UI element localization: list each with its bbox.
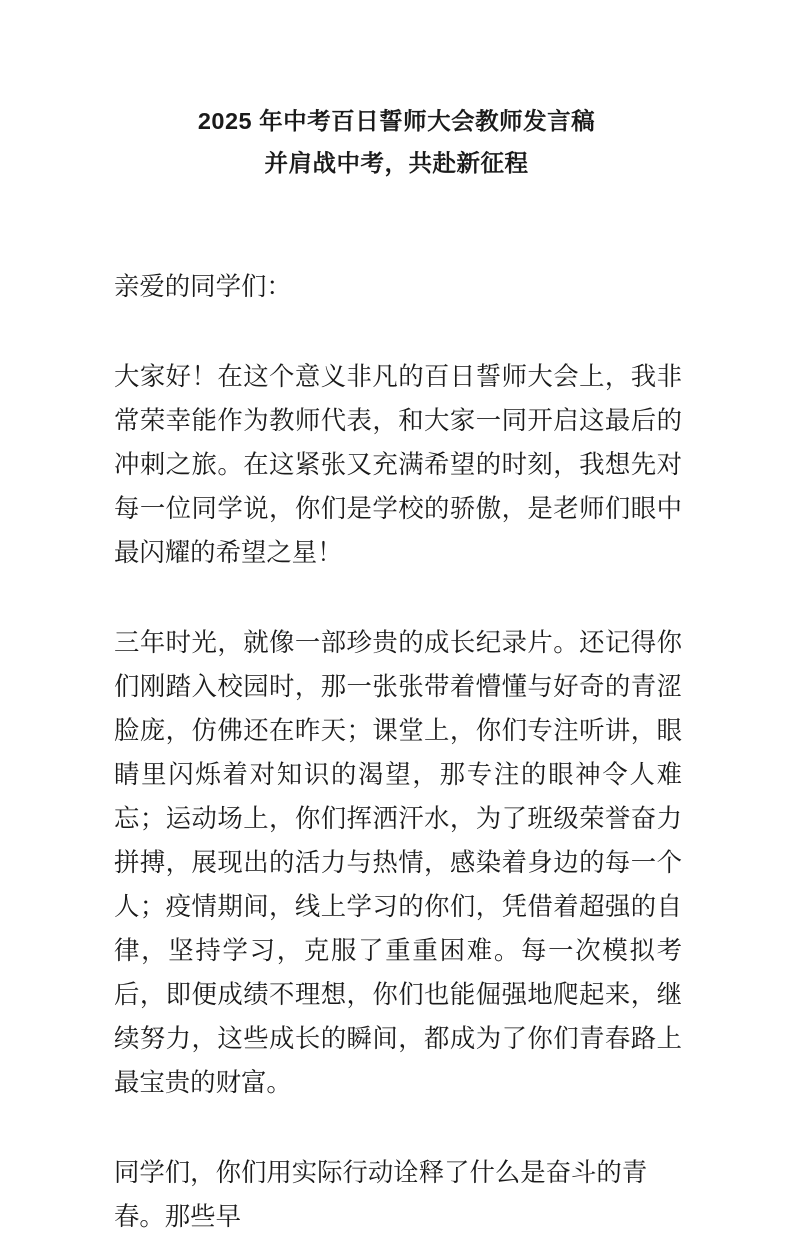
- title-line-1: 2025 年中考百日誓师大会教师发言稿: [197, 108, 596, 134]
- title-line-2: 并肩战中考，共赴新征程: [264, 150, 529, 176]
- paragraph-spacer: [114, 575, 682, 621]
- body-paragraph-2: 三年时光，就像一部珍贵的成长纪录片。还记得你们刚踏入校园时，那一张张带着懵懂与好奇的青涩脸庞，仿佛还在昨天；课堂上，你们专注听讲，眼睛里闪烁着对知识的渴望，那专注的眼神令人难忘；运动场上，你们挥洒汗水，为了班级荣誉奋力拼搏，展现出的活力与热情，感染着身边的每一个人；疫情期间，线上学习的你们，凭借着超强的自律，坚持学习，克服了重重困难。每一次模拟考后，即便成绩不理想，你们也能倔强地爬起来，继续努力，这些成长的瞬间，都成为了你们青春路上最宝贵的财富。: [114, 629, 682, 1097]
- body-paragraph-3: 同学们，你们用实际行动诠释了什么是奋斗的青春。那些早: [114, 1159, 648, 1231]
- document-title: [0, 100, 793, 184]
- document-body: [114, 265, 682, 1239]
- paragraph-spacer: [114, 309, 682, 355]
- salutation-paragraph: 亲爱的同学们：: [114, 273, 292, 301]
- body-paragraph-1: 大家好！在这个意义非凡的百日誓师大会上，我非常荣幸能作为教师代表，和大家一同开启这最后的冲刺之旅。在这紧张又充满希望的时刻，我想先对每一位同学说，你们是学校的骄傲，是老师们眼中最闪耀的希望之星！: [114, 363, 682, 567]
- paragraph-spacer: [114, 1105, 682, 1151]
